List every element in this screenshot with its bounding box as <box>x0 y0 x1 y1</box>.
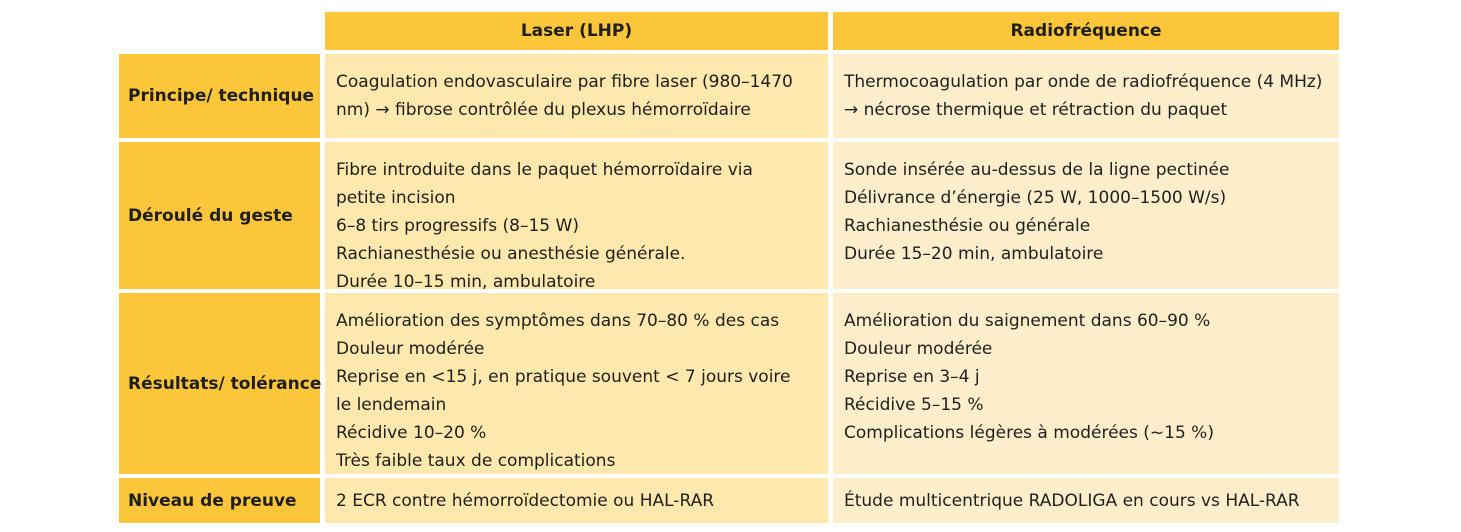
text-line: Rachianesthésie ou anesthésie générale. <box>336 244 686 264</box>
column-header-radiofrequence: Radiofréquence <box>833 12 1339 50</box>
cell-deroule-laser <box>325 142 828 292</box>
column-header-laser: Laser (LHP) <box>325 12 828 50</box>
text-line: Délivrance d’énergie (25 W, 1000–1500 W/s) <box>844 188 1227 208</box>
text-line: Récidive 10–20 % <box>336 423 487 443</box>
text-line: Récidive 5–15 % <box>844 395 984 415</box>
cell-deroule-radio <box>833 142 1339 289</box>
text-line: Douleur modérée <box>336 339 485 359</box>
text-line: Douleur modérée <box>844 339 993 359</box>
text-line: Étude multicentrique RADOLIGA en cours vs HAL-RAR <box>844 490 1300 511</box>
row-header-deroule: Déroulé du geste <box>119 142 320 289</box>
text-line: Sonde insérée au-dessus de la ligne pectinée <box>844 160 1230 180</box>
comparison-table <box>119 12 1339 523</box>
text-line: Rachianesthésie ou générale <box>844 216 1091 236</box>
cell-resultats-radio <box>833 293 1339 474</box>
text-line: Amélioration du saignement dans 60–90 % <box>844 311 1211 331</box>
cell-resultats-laser <box>325 293 828 474</box>
cell-preuve-radio <box>833 478 1339 523</box>
cell-principe-laser <box>325 54 828 138</box>
text-line: Durée 15–20 min, ambulatoire <box>844 244 1104 264</box>
cell-principe-radio <box>833 54 1339 138</box>
row-header-resultats: Résultats/ tolérance <box>119 293 320 474</box>
cell-preuve-laser <box>325 478 828 523</box>
text-line: le lendemain <box>336 395 447 415</box>
text-line: → nécrose thermique et rétraction du paquet <box>844 100 1228 120</box>
text-line: Très faible taux de complications <box>336 451 616 471</box>
row-header-niveau-preuve: Niveau de preuve <box>119 478 320 523</box>
text-line: 2 ECR contre hémorroïdectomie ou HAL-RAR <box>336 490 715 511</box>
text-line: Reprise en <15 j, en pratique souvent < 7 jours voire <box>336 367 791 387</box>
text-line: Coagulation endovasculaire par fibre laser (980–1470 <box>336 72 793 92</box>
text-line: Reprise en 3–4 j <box>844 367 980 387</box>
text-line: Complications légères à modérées (~15 %) <box>844 423 1214 443</box>
text-line: 6–8 tirs progressifs (8–15 W) <box>336 216 579 236</box>
table-corner <box>119 12 320 50</box>
text-line: Amélioration des symptômes dans 70–80 % des cas <box>336 311 780 331</box>
row-header-principe: Principe/ technique <box>119 54 320 138</box>
text-line: Fibre introduite dans le paquet hémorroïdaire via <box>336 160 753 180</box>
text-line: petite incision <box>336 188 456 208</box>
text-line: Durée 10–15 min, ambulatoire <box>336 272 596 292</box>
text-line: nm) → fibrose contrôlée du plexus hémorroïdaire <box>336 100 751 120</box>
text-line: Thermocoagulation par onde de radiofréquence (4 MHz) <box>844 72 1323 92</box>
